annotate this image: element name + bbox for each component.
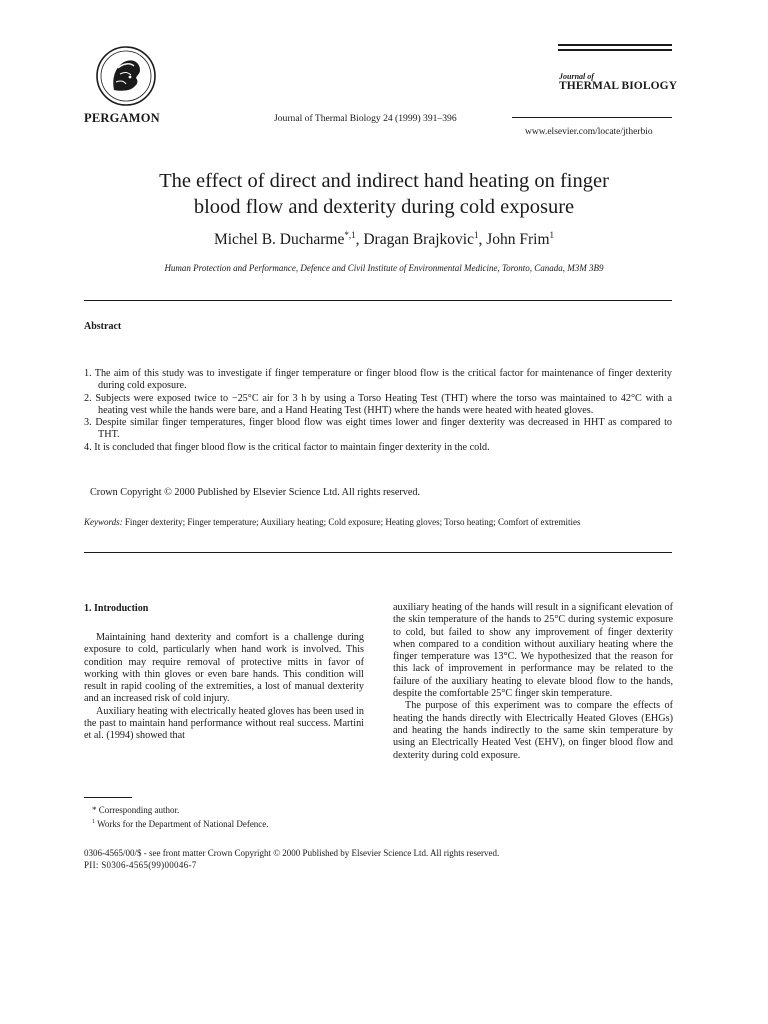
body-column-right: [393, 602, 673, 762]
author-mark: *,1: [344, 230, 356, 240]
journal-masthead: THERMAL BIOLOGY: [559, 80, 678, 92]
journal-masthead-prefix: Journal of: [559, 72, 594, 81]
keywords-text: Finger dexterity; Finger temperature; Auxiliary heating; Cold exposure; Heating gloves; Torso heating; Comfort of extremities: [124, 517, 581, 527]
abstract-list: [84, 368, 672, 454]
author-name: , John Frim: [478, 231, 550, 248]
abstract-item: 2. Subjects were exposed twice to −25°C air for 3 h by using a Torso Heating Test (THT) where the torso was maintained to 42°C with a heating vest while the hands were bare, and a Hand Heating Test (HHT) where the hands were heated with heated gloves.: [84, 392, 672, 416]
body-paragraph: Maintaining hand dexterity and comfort is a challenge during exposure to cold, particularly when hand work is involved. This condition may require removal of protective mitts in favor of working with thin gloves or even bare hands. This condition will result in rapid cooling of the extremities, a lost of manual dexterity and an increased risk of cold injury.: [84, 632, 364, 705]
author-name: Michel B. Ducharme: [213, 231, 345, 248]
author-mark: 1: [473, 230, 479, 240]
publisher-name: PERGAMON: [84, 111, 160, 125]
article-title: [60, 168, 708, 220]
title-line: The effect of direct and indirect hand heating on finger: [159, 170, 609, 192]
footnote-text: Works for the Department of National Defence.: [97, 818, 269, 829]
body-paragraph: Auxiliary heating with electrically heated gloves has been used in the past to maintain hand performance without real success. Martini et al. (1994) showed that: [84, 705, 364, 742]
footnote-mark: 1: [92, 818, 95, 825]
section-divider: [84, 300, 672, 301]
body-column-left: [84, 632, 364, 743]
issn-line: 0306-4565/00/$ - see front matter Crown Copyright © 2000 Published by Elsevier Science Ltd. All rights reserved.: [84, 848, 500, 858]
footnote-1: [84, 817, 269, 831]
keywords-label: Keywords:: [84, 517, 123, 527]
abstract-item: 1. The aim of this study was to investigate if finger temperature or finger blood flow is the critical factor for maintenance of finger dexterity during cold exposure.: [84, 368, 672, 392]
header-rule: [558, 44, 672, 46]
author-affiliation: Human Protection and Performance, Defence and Civil Institute of Environmental Medicine, Toronto, Canada, M3M 3B9: [164, 263, 604, 273]
section-heading: 1. Introduction: [84, 603, 149, 614]
abstract-item: 4. It is concluded that finger blood flow is the critical factor to maintain finger dexterity in the cold.: [84, 441, 490, 453]
journal-citation: Journal of Thermal Biology 24 (1999) 391–396: [274, 113, 457, 124]
body-paragraph: auxiliary heating of the hands will result in a significant elevation of the skin temperature of the hands to 25°C during systemic exposure to cold, but failed to show any improvement of finger dexterity when compared to a condition without auxiliary heating where the finger temperature was 13°C. We hypothesized that the reason for this lack of improvement in performance may be related to the failure of the auxiliary heating to elevate blood flow to the hands, despite the comfortable 25°C finger skin temperature.: [393, 602, 673, 700]
keywords: [84, 516, 672, 529]
title-line: blood flow and dexterity during cold exposure: [193, 196, 575, 218]
author-mark: 1: [549, 230, 555, 240]
abstract-heading: Abstract: [84, 321, 122, 332]
footnotes: [84, 805, 269, 830]
body-paragraph: The purpose of this experiment was to compare the effects of heating the hands directly with Electrically Heated Gloves (EHGs) and heating the hands indirectly to the same skin temperature by using an Electrically Heated Vest (EHV), on finger blood flow and dexterity during cold exposure.: [393, 700, 673, 761]
footnote-rule: [84, 797, 132, 798]
abstract-item: 3. Despite similar finger temperatures, finger blood flow was eight times lower and finger dexterity was decreased in HHT as compared to THT.: [84, 417, 672, 441]
footnote-corresponding: * Corresponding author.: [92, 805, 180, 815]
journal-url-link[interactable]: www.elsevier.com/locate/jtherbio: [525, 127, 653, 137]
section-divider: [84, 552, 672, 553]
abstract-copyright: Crown Copyright © 2000 Published by Elsevier Science Ltd. All rights reserved.: [90, 487, 421, 498]
header-rule: [512, 117, 672, 118]
author-name: , Dragan Brajkovic: [355, 231, 474, 248]
author-list: [60, 230, 708, 249]
header-rule: [558, 49, 672, 51]
pii-line: PII: S0306-4565(99)00046-7: [84, 860, 197, 870]
publisher-logo-icon: [94, 44, 158, 108]
